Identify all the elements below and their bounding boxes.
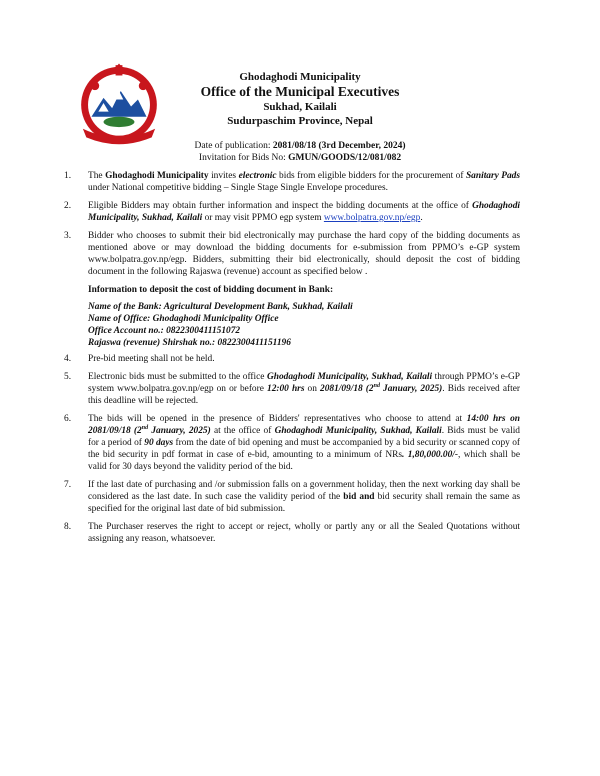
bank-office: Name of Office: Ghodaghodi Municipality Office [88,314,279,324]
notice-body [60,170,520,551]
nepal-emblem-icon [76,60,162,146]
municipality-name: Ghodaghodi Municipality [239,71,361,83]
item-number: 2. [64,201,72,211]
publication-info [150,140,450,164]
bank-account: Office Account no.: 0822300411151072 [88,326,241,336]
item-number: 1. [64,171,72,181]
notice-item-3: 3. Bidder who chooses to submit their bid electronically may purchase the hard copy of the bidding documents as mentioned above or may download the bidding documents for e-submission from PPMO’s e-GP system www.bolpatra.gov.np/egp. Bidders, submitting their bid electronically, should deposit the cost of bidding document in the following Rajaswa (revenue) account as specified below . [64,231,520,277]
item-number: 5. [64,372,72,382]
deposit-heading: Information to deposit the cost of bidding document in Bank: [88,285,334,295]
notice-item-4: 4. Pre-bid meeting shall not be held. [64,354,215,364]
item-number: 6. [64,414,72,424]
item-number: 7. [64,480,72,490]
notice-item-2: 2. Eligible Bidders may obtain further information and inspect the bidding documents at the office of Ghodaghodi Municipality, Sukhad, Kailali or may visit PPMO egp system www.bolpatra.gov.np/egp. [64,201,520,223]
ifb-number: Invitation for Bids No: GMUN/GOODS/12/081/082 [198,153,402,163]
letterhead [170,70,430,128]
notice-item-7: 7. If the last date of purchasing and /or submission falls on a government holiday, then the next working day shall be considered as the last date. In such case the validity period of the bid and bid security shall remain the same as specified for the original last date of bid submission. [64,480,520,514]
item-number: 3. [64,231,72,241]
item-number: 8. [64,522,72,532]
publication-date: Date of publication: 2081/08/18 (3rd December, 2024) [194,141,406,151]
egp-link[interactable]: www.bolpatra.gov.np/egp [323,213,421,223]
bank-name: Name of the Bank: Agricultural Development Bank, Sukhad, Kailali [88,302,353,312]
item-number: 4. [64,354,72,364]
notice-item-5: 5. Electronic bids must be submitted to the office Ghodaghodi Municipality, Sukhad, Kailali through PPMO’s e-GP system www.bolpatra.gov.np/egp on or before 12:00 hrs on 2081/09/18 (2nd January, 2025). Bids received after this deadline will be rejected. [64,372,520,406]
province-name: Sudurpaschim Province, Nepal [227,115,373,127]
bank-rajaswa: Rajaswa (revenue) Shirshak no.: 0822300411151196 [88,338,291,348]
notice-item-8: 8. The Purchaser reserves the right to accept or reject, wholly or partly any or all the Sealed Quotations without assigning any reason, whatsoever. [64,522,520,544]
office-location: Sukhad, Kailali [263,101,337,113]
notice-item-6: 6. The bids will be opened in the presence of Bidders' representatives who choose to attend at 14:00 hrs on 2081/09/18 (2nd January, 2025) at the office of Ghodaghodi Municipality, Sukhad, Kailali. Bids must be valid for a period of 90 days from the date of bid opening and must be accompanied by a bid security or scanned copy of the bid security in pdf format in case of e-bid, amounting to a minimum of NRs. 1,80,000.00/-, which shall be valid for 30 days beyond the validity period of the bid. [64,414,521,472]
bank-details [60,301,520,349]
office-name: Office of the Municipal Executives [200,84,400,99]
notice-item-1: 1. The Ghodaghodi Municipality invites electronic bids from eligible bidders for the procurement of Sanitary Pads under National competitive bidding – Single Stage Single Envelope procedures. [64,171,521,193]
